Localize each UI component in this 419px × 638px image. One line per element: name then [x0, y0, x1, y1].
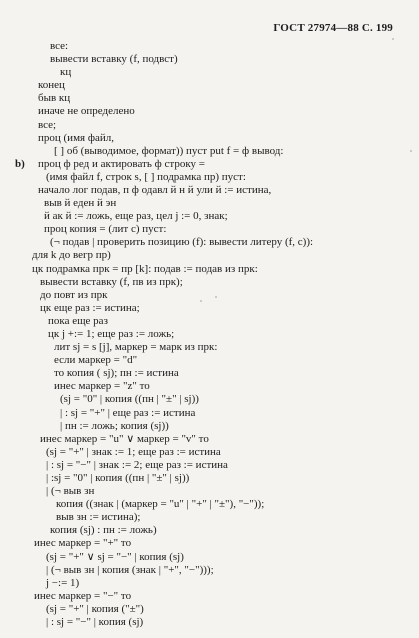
- code-line: конец: [38, 79, 65, 91]
- code-line: проц копия = (лит с) пуст:: [44, 223, 167, 235]
- section-label: b): [15, 158, 25, 170]
- code-line: вывести вставку (f, подвст): [50, 53, 178, 65]
- code-line: выв й еден й эн: [44, 197, 117, 209]
- code-line: | : sj = "−" | знак := 2; еще раз := истина: [46, 459, 228, 471]
- code-line: для k до вегр пр): [32, 249, 111, 261]
- code-line: (¬ подав | проверить позицию (f): вывести литеру (f, с)):: [50, 236, 314, 248]
- code-line: инес маркер = "u" ∨ маркер = "v" то: [40, 433, 209, 445]
- code-line: то копия ( sj); пн := истина: [54, 367, 179, 379]
- code-line: если маркер = "d": [54, 354, 138, 366]
- code-line: инес маркер = "+" то: [34, 537, 132, 549]
- code-line: (sj = "0" | копия ((пн | "±" | sj)): [60, 393, 199, 405]
- code-line: копия ((знак | (маркер = "u" | "+" | "±"), "−"));: [56, 498, 265, 510]
- code-line: иначе не определено: [38, 105, 135, 117]
- scan-speck: [392, 38, 394, 40]
- code-line: копия (sj) : пн := ложь): [50, 524, 157, 536]
- code-line: (sj = "+" | знак := 1; еще раз := истина: [46, 446, 221, 458]
- code-line: лит sj = s [j], маркер = марк из прк:: [54, 341, 218, 353]
- code-line: выв зн := истина);: [56, 511, 141, 523]
- code-line: | :sj = "0" | копия ((пн | "±" | sj)): [46, 472, 190, 484]
- code-line: начало лог подав, п ф одавл й н й ули й := истина,: [38, 184, 272, 196]
- code-line: | (¬ выв зн: [46, 485, 95, 497]
- scan-speck: [215, 296, 217, 298]
- code-line: (sj = "+" ∨ sj = "−" | копия (sj): [46, 551, 184, 563]
- code-line: | пн := ложь; копия (sj)): [60, 420, 169, 432]
- scan-speck: [200, 300, 202, 302]
- code-line: [ ] об (выводимое, формат)) пуст put f = ф вывод:: [54, 145, 284, 157]
- code-line: | (¬ выв зн | копия (знак | "+", "−")));: [46, 564, 214, 576]
- code-line: (имя файл f, строк s, [ ] подрамка пр) пуст:: [46, 171, 246, 183]
- code-line: инес маркер = "−" то: [34, 590, 132, 602]
- code-line: й ак й := ложь, еще раз, цел j := 0, знак;: [44, 210, 228, 222]
- code-line: цк j +:= 1; еще раз := ложь;: [48, 328, 175, 340]
- code-line: все:: [50, 40, 69, 52]
- code-line: цк еще раз := истина;: [40, 302, 140, 314]
- code-line: j −:= 1): [46, 577, 80, 589]
- code-line: проц ф ред и актировать ф строку =: [38, 158, 205, 170]
- code-line: до повт из прк: [40, 289, 108, 301]
- code-line: (sj = "+" | копия ("±"): [46, 603, 144, 615]
- code-line: все;: [38, 119, 57, 131]
- code-line: быв кц: [38, 92, 71, 104]
- code-line: пока еще раз: [48, 315, 108, 327]
- code-line: кц: [60, 66, 72, 78]
- code-line: | : sj = "−" | копия (sj): [46, 616, 144, 628]
- code-line: вывести вставку (f, пв из прк);: [40, 276, 183, 288]
- scan-speck: [410, 150, 412, 152]
- code-line: инес маркер = "z" то: [54, 380, 150, 392]
- code-line: | : sj = "+" | еще раз := истина: [60, 407, 196, 419]
- code-line: цк подрамка прк = пр [k]: подав := подав из прк:: [32, 263, 258, 275]
- page-header: ГОСТ 27974—88 С. 199: [273, 22, 393, 34]
- code-line: проц (имя файл,: [38, 132, 114, 144]
